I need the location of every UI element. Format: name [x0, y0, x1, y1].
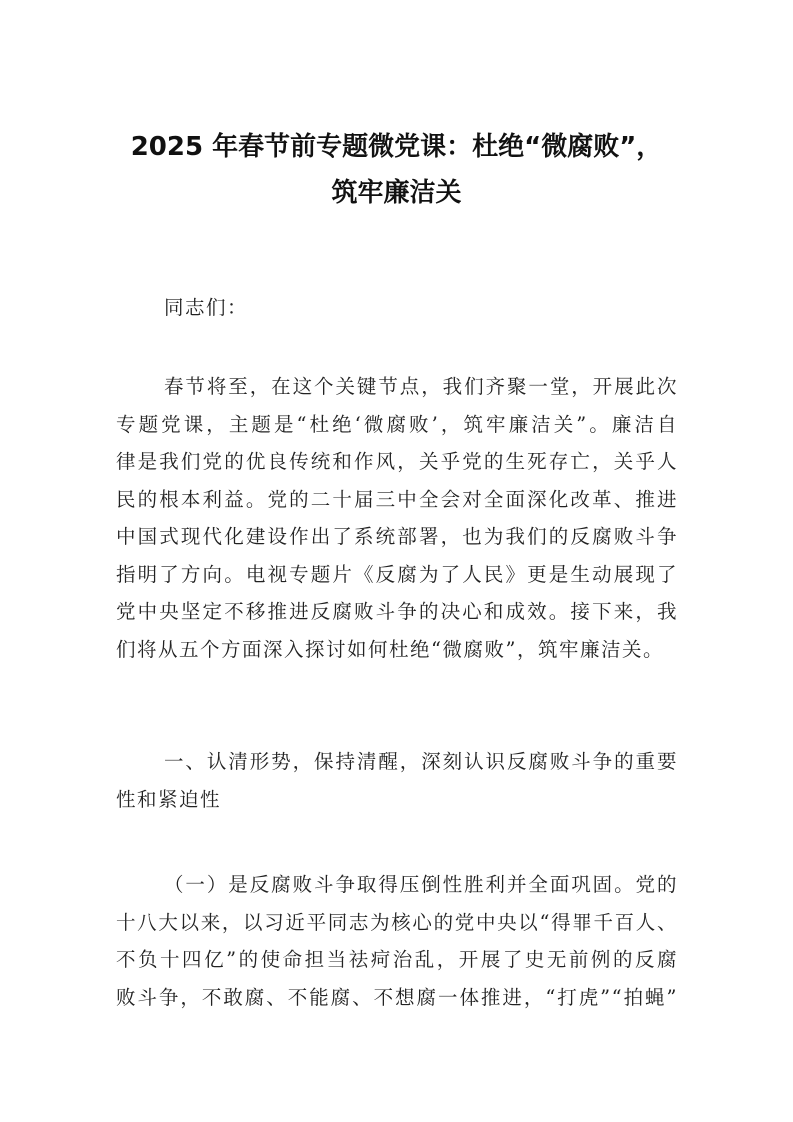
greeting	[116, 289, 678, 327]
paragraph-line: 专题党课，主题是“杜绝‘微腐败’，筑牢廉洁关”。廉洁自	[116, 412, 678, 436]
paragraph-line: 十八大以来，以习近平同志为核心的党中央以“得罪千百人、	[116, 910, 678, 934]
paragraph-intro	[116, 368, 678, 668]
document-title	[0, 124, 793, 216]
paragraph-line: 律是我们党的优良传统和作风，关乎党的生死存亡，关乎人	[116, 450, 678, 473]
paragraph-line: 春节将至，在这个关键节点，我们齐聚一堂，开展此次	[164, 375, 678, 398]
paragraph-line: 败斗争，不敢腐、不能腐、不想腐一体推进，“打虎”“拍蝇”	[116, 985, 678, 1009]
paragraph-line: 不负十四亿”的使命担当祛疴治乱，开展了史无前例的反腐	[116, 948, 678, 971]
paragraph-line: 中国式现代化建设作出了系统部署，也为我们的反腐败斗争	[116, 525, 678, 548]
paragraph-line: 们将从五个方面深入探讨如何杜绝“微腐败”，筑牢廉洁关。	[116, 637, 664, 661]
paragraph-line: 党中央坚定不移推进反腐败斗争的决心和成效。接下来，我	[116, 600, 678, 623]
paragraph-line: （一）是反腐败斗争取得压倒性胜利并全面巩固。党的	[164, 873, 678, 896]
paragraph-line: 指明了方向。电视专题片《反腐为了人民》更是生动展现了	[116, 562, 678, 586]
paragraph-section-1-1	[116, 866, 678, 1016]
title-line-2: 筑牢廉洁关	[331, 178, 462, 208]
greeting-text: 同志们：	[164, 296, 249, 319]
title-line-1: 2025 年春节前专题微党课：杜绝“微腐败”，	[130, 132, 663, 162]
section-heading-1	[116, 743, 678, 818]
heading-line: 性和紧迫性	[116, 787, 222, 811]
paragraph-line: 民的根本利益。党的二十届三中全会对全面深化改革、推进	[116, 487, 678, 511]
heading-line: 一、认清形势，保持清醒，深刻认识反腐败斗争的重要	[164, 750, 678, 773]
